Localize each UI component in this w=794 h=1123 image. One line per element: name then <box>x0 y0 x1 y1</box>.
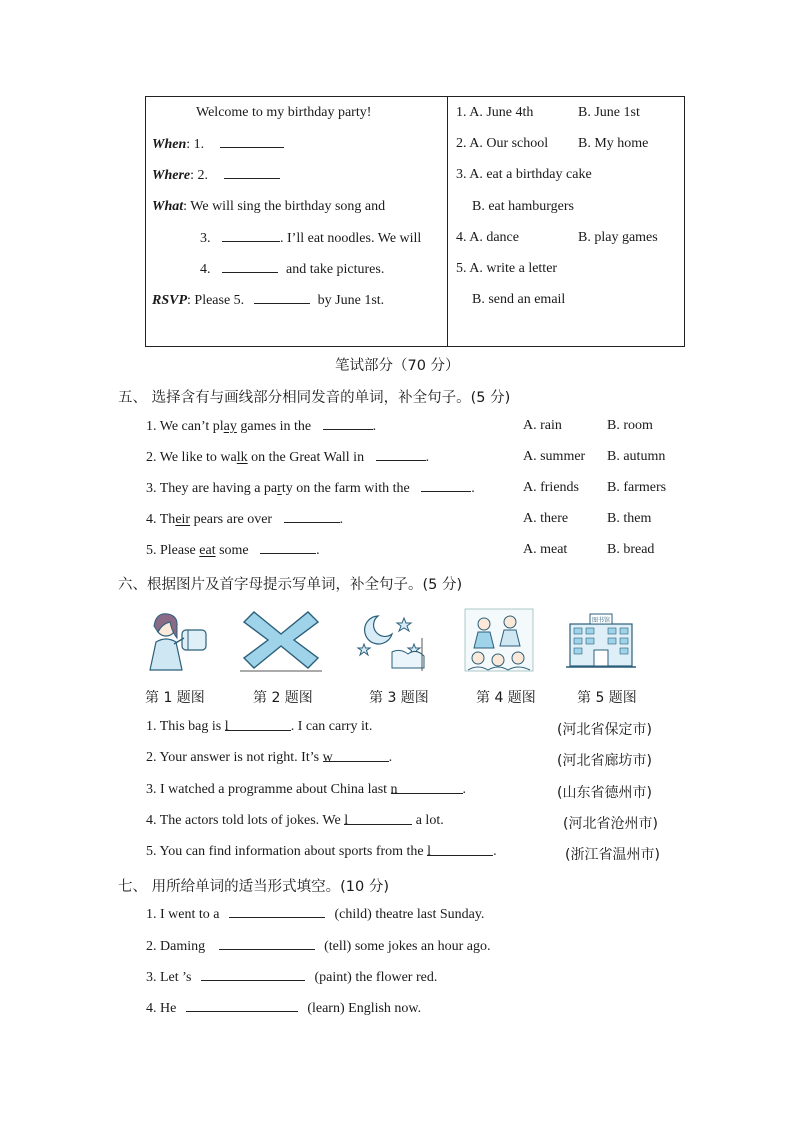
s5-q3-option-a: A. friends <box>523 480 579 495</box>
option-1b: B. June 1st <box>578 105 640 120</box>
rsvp-rest: : Please 5. <box>187 293 245 308</box>
line3-rest: . I’ll eat noodles. We will <box>280 231 422 246</box>
s6-q5-blank[interactable] <box>427 844 493 859</box>
s7-q1-hint: (child) <box>334 907 372 922</box>
rsvp-line <box>152 292 384 309</box>
caption-picture-1: 第 1 题图 <box>145 690 205 706</box>
s7-q2-hint: (tell) <box>324 939 352 954</box>
when-label: When <box>152 137 187 152</box>
line-3 <box>200 230 421 247</box>
what-label: What <box>152 199 184 214</box>
library-building-picture <box>566 608 636 672</box>
line4-rest: and take pictures. <box>286 262 385 277</box>
s6-q1-blank[interactable] <box>224 719 291 734</box>
s5-q3-post: ty on the farm with the <box>281 481 410 496</box>
option-3b: B. eat hamburgers <box>472 199 574 214</box>
s6-q1-pre: 1. This bag is <box>146 719 225 734</box>
invitation-title: Welcome to my birthday party! <box>196 105 372 120</box>
option-3a: 3. A. eat a birthday cake <box>456 167 592 182</box>
s6-q5-post: . <box>493 844 497 859</box>
s7-q3-blank[interactable] <box>201 969 305 981</box>
s7-q3-hint: (paint) <box>314 970 352 985</box>
s5-q3-underlined: r <box>277 481 282 496</box>
invitation-card <box>146 97 448 346</box>
s7-question-1 <box>146 906 484 923</box>
s6-q3-post: . <box>462 782 467 797</box>
section7-title: 七、 用所给单词的适当形式填空。(10 分) <box>118 879 389 895</box>
option-1a: 1. A. June 4th <box>456 105 534 120</box>
s6-q4-pre: 4. The actors told lots of jokes. We <box>146 813 345 828</box>
option-4b: B. play games <box>578 230 658 245</box>
s5-q2-underlined: lk <box>236 450 248 465</box>
line-4 <box>200 261 384 278</box>
s7-q4-post: English now. <box>348 1001 422 1016</box>
section6-title: 六、根据图片及首字母提示写单词，补全句子。(5 分) <box>118 577 463 593</box>
s5-q2-option-a: A. summer <box>523 449 586 464</box>
blank-3[interactable] <box>222 230 280 242</box>
rsvp-label: RSVP <box>152 293 188 308</box>
s5-q2-blank[interactable] <box>376 449 426 461</box>
s5-q4-post: pears are over <box>190 512 273 527</box>
where-rest: : 2. <box>190 168 209 183</box>
s5-q5-post: some <box>215 543 249 558</box>
s5-q2-option-b: B. autumn <box>607 449 666 464</box>
s6-q5-letter: l <box>427 844 432 859</box>
library-sign-text: 图书馆 <box>591 617 611 624</box>
blank-4[interactable] <box>222 261 278 273</box>
where-label: Where <box>152 168 191 183</box>
option-4a: 4. A. dance <box>456 230 519 245</box>
s6-q2-pre: 2. Your answer is not right. It’s <box>146 750 323 765</box>
s6-q1-post: . I can carry it. <box>290 719 373 734</box>
s7-q1-blank[interactable] <box>229 906 325 918</box>
s6-question-2 <box>146 750 392 766</box>
caption-picture-4: 第 4 题图 <box>476 690 536 706</box>
s6-q4-blank[interactable] <box>344 813 412 828</box>
s7-question-3 <box>146 969 437 986</box>
s6-question-3 <box>146 782 466 798</box>
s6-q4-source: (河北省沧州市) <box>563 816 658 832</box>
s6-q3-pre: 3. I watched a programme about China last <box>146 782 391 797</box>
s5-q4-blank[interactable] <box>284 511 340 523</box>
s5-q3-blank[interactable] <box>421 480 471 492</box>
s5-question-2: 2. We like to walk on the Great Wall in . <box>146 450 430 465</box>
s5-question-4: 4. Their pears are over . <box>146 512 344 527</box>
section5-title: 五、 选择含有与画线部分相同发音的单词，补全句子。(5 分) <box>118 390 511 406</box>
s6-question-5 <box>146 844 497 860</box>
when-rest: : 1. <box>186 137 205 152</box>
caption-picture-2: 第 2 题图 <box>253 690 313 706</box>
s6-q2-source: (河北省廊坊市) <box>557 753 652 769</box>
s5-question-3: 3. They are having a party on the farm with the . <box>146 481 475 496</box>
s7-q4-hint: (learn) <box>307 1001 345 1016</box>
s7-question-2 <box>146 938 491 955</box>
s5-q5-option-b: B. bread <box>607 542 655 557</box>
s5-q1-blank[interactable] <box>323 418 373 430</box>
s7-q4-blank[interactable] <box>186 1000 298 1012</box>
s5-q1-option-a: A. rain <box>523 418 562 433</box>
blank-1[interactable] <box>220 136 284 148</box>
s7-q2-post: some jokes an hour ago. <box>354 939 491 954</box>
s5-question-5: 5. Please eat some . <box>146 543 320 558</box>
s7-q2-blank[interactable] <box>219 938 315 950</box>
s6-q1-letter: l <box>224 719 229 734</box>
s5-q3-option-b: B. farmers <box>607 480 667 495</box>
line3-num: 3. <box>200 231 211 246</box>
caption-picture-5: 第 5 题图 <box>577 690 637 706</box>
girl-carrying-bag-picture <box>144 608 214 672</box>
s5-question-1: 1. We can’t play games in the . <box>146 419 377 434</box>
when-line <box>152 136 284 153</box>
s5-q5-blank[interactable] <box>260 542 316 554</box>
s5-q2-post: on the Great Wall in <box>247 450 365 465</box>
s7-q1-post: theatre last Sunday. <box>375 907 485 922</box>
s5-q3-pre: 3. They are having a pa <box>146 481 278 496</box>
s5-q4-pre: 4. Th <box>146 512 176 527</box>
line4-num: 4. <box>200 262 211 277</box>
option-5b: B. send an email <box>472 292 566 307</box>
s6-question-1 <box>146 719 372 735</box>
s6-question-4 <box>146 813 444 829</box>
written-part-header: 笔试部分（70 分） <box>335 358 460 374</box>
s5-q1-pre: 1. We can’t pl <box>146 419 224 434</box>
s5-q4-underlined: eir <box>175 512 191 527</box>
blank-5[interactable] <box>254 292 310 304</box>
s6-q3-blank[interactable] <box>390 782 463 797</box>
s5-q1-underlined: ay <box>223 419 237 434</box>
options-column <box>448 97 684 346</box>
s6-q3-letter: n <box>390 782 398 797</box>
s5-q2-pre: 2. We like to wa <box>146 450 237 465</box>
s5-q1-post: games in the <box>236 419 312 434</box>
s7-q4-pre: 4. He <box>146 1001 177 1016</box>
night-moon-picture <box>356 608 426 672</box>
s5-q4-option-b: B. them <box>607 511 652 526</box>
s5-q1-option-b: B. room <box>607 418 653 433</box>
option-2a: 2. A. Our school <box>456 136 549 151</box>
s6-q3-source: (山东省德州市) <box>557 785 652 801</box>
s7-q2-pre: 2. Daming <box>146 939 206 954</box>
s6-q4-post: a lot. <box>412 813 444 828</box>
s6-q2-letter: w <box>322 750 333 765</box>
s6-q1-source: (河北省保定市) <box>557 722 652 738</box>
people-laughing-picture <box>464 608 534 672</box>
party-invitation-table <box>145 96 685 347</box>
s7-q1-pre: 1. I went to a <box>146 907 220 922</box>
s6-q2-blank[interactable] <box>322 750 389 765</box>
s7-q3-post: the flower red. <box>355 970 438 985</box>
caption-picture-3: 第 3 题图 <box>369 690 429 706</box>
option-5a: 5. A. write a letter <box>456 261 558 276</box>
s5-q4-option-a: A. there <box>523 511 569 526</box>
option-2b: B. My home <box>578 136 649 151</box>
s6-q2-post: . <box>388 750 393 765</box>
s6-q4-letter: l <box>344 813 349 828</box>
what-rest: : We will sing the birthday song and <box>183 199 386 214</box>
cross-mark-icon <box>240 608 322 672</box>
s5-q5-underlined: eat <box>199 543 216 558</box>
s5-q5-pre: 5. Please <box>146 543 200 558</box>
s7-question-4 <box>146 1000 421 1017</box>
where-line <box>152 167 280 184</box>
rsvp-end: by June 1st. <box>317 293 385 308</box>
what-line <box>152 199 385 215</box>
s5-q5-option-a: A. meat <box>523 542 568 557</box>
s6-q5-pre: 5. You can find information about sports from the <box>146 844 428 859</box>
s7-q3-pre: 3. Let ’s <box>146 970 192 985</box>
blank-2[interactable] <box>224 167 280 179</box>
s6-q5-source: (浙江省温州市) <box>565 847 660 863</box>
